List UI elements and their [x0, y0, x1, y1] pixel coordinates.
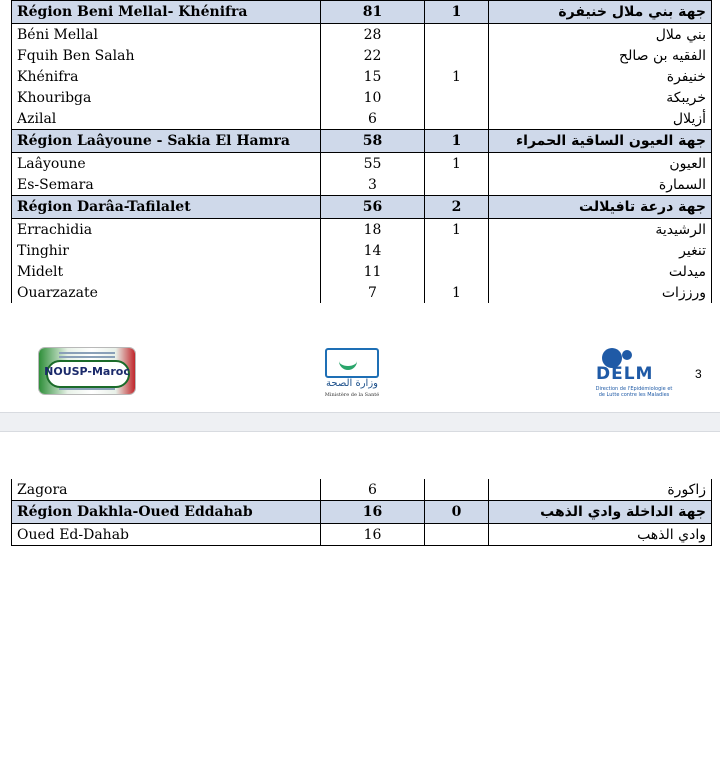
page-break	[0, 412, 720, 432]
name-fr-cell: Région Dakhla-Oued Eddahab	[12, 501, 321, 524]
name-ar-cell: العيون	[489, 153, 712, 175]
deaths-cell: 2	[425, 196, 489, 219]
name-ar-cell: جهة العيون الساقية الحمراء	[489, 130, 712, 153]
total-cases-cell: 55	[321, 153, 425, 175]
name-fr-cell: Midelt	[12, 261, 321, 282]
total-cases-cell: 22	[321, 45, 425, 66]
total-cases-cell: 6	[321, 108, 425, 130]
deaths-cell: 1	[425, 282, 489, 303]
total-cases-cell: 58	[321, 130, 425, 153]
deaths-cell: 1	[425, 153, 489, 175]
total-cases-cell: 16	[321, 524, 425, 546]
province-row	[12, 282, 712, 303]
province-row	[12, 174, 712, 196]
name-ar-cell: خريبكة	[489, 87, 712, 108]
province-row	[12, 153, 712, 175]
deaths-cell: 1	[425, 66, 489, 87]
region-row	[12, 1, 712, 24]
page-number: 3	[695, 367, 702, 381]
page-footer	[0, 342, 720, 414]
name-fr-cell: Es-Semara	[12, 174, 321, 196]
ministry-logo	[317, 348, 387, 404]
name-fr-cell: Khouribga	[12, 87, 321, 108]
total-cases-cell: 15	[321, 66, 425, 87]
deaths-cell	[425, 479, 489, 501]
delm-logo-subtitle: Direction de l'Epidémiologie et de Lutte contre les Maladies	[595, 386, 673, 398]
name-fr-cell: Région Laâyoune - Sakia El Hamra	[12, 130, 321, 153]
deaths-cell: 0	[425, 501, 489, 524]
deaths-cell	[425, 240, 489, 261]
name-ar-cell: تنغير	[489, 240, 712, 261]
name-fr-cell: Fquih Ben Salah	[12, 45, 321, 66]
nousp-logo	[39, 348, 135, 394]
name-ar-cell: خنيفرة	[489, 66, 712, 87]
name-fr-cell: Laâyoune	[12, 153, 321, 175]
name-ar-cell: ورززات	[489, 282, 712, 303]
deaths-cell	[425, 87, 489, 108]
ministry-logo-arabic: وزارة الصحة	[326, 378, 378, 389]
province-row	[12, 24, 712, 46]
deaths-cell: 1	[425, 130, 489, 153]
province-row	[12, 240, 712, 261]
nousp-logo-text: NOUSP-Maroc	[44, 365, 130, 378]
data-table-bottom	[11, 479, 711, 546]
name-fr-cell: Azilal	[12, 108, 321, 130]
total-cases-cell: 10	[321, 87, 425, 108]
delm-logo-text: DELM	[596, 364, 654, 384]
deaths-cell	[425, 24, 489, 46]
delm-logo	[592, 346, 676, 406]
province-row	[12, 261, 712, 282]
province-row	[12, 87, 712, 108]
total-cases-cell: 56	[321, 196, 425, 219]
deaths-cell	[425, 174, 489, 196]
total-cases-cell: 14	[321, 240, 425, 261]
province-row	[12, 108, 712, 130]
name-ar-cell: الفقيه بن صالح	[489, 45, 712, 66]
ministry-logo-french: Ministère de la Santé	[324, 392, 380, 398]
name-fr-cell: Région Darâa-Tafilalet	[12, 196, 321, 219]
name-fr-cell: Errachidia	[12, 219, 321, 241]
name-ar-cell: زاكورة	[489, 479, 712, 501]
name-ar-cell: وادي الذهب	[489, 524, 712, 546]
name-ar-cell: جهة درعة تافيلالت	[489, 196, 712, 219]
deaths-cell	[425, 108, 489, 130]
name-ar-cell: بني ملال	[489, 24, 712, 46]
name-ar-cell: أزيلال	[489, 108, 712, 130]
total-cases-cell: 6	[321, 479, 425, 501]
deaths-cell: 1	[425, 1, 489, 24]
province-row	[12, 219, 712, 241]
name-fr-cell: Région Beni Mellal- Khénifra	[12, 1, 321, 24]
name-fr-cell: Zagora	[12, 479, 321, 501]
name-ar-cell: جهة الداخلة وادي الذهب	[489, 501, 712, 524]
total-cases-cell: 3	[321, 174, 425, 196]
name-fr-cell: Ouarzazate	[12, 282, 321, 303]
data-table-top	[11, 0, 711, 303]
name-ar-cell: ميدلت	[489, 261, 712, 282]
total-cases-cell: 28	[321, 24, 425, 46]
name-ar-cell: جهة بني ملال خنيفرة	[489, 1, 712, 24]
province-row	[12, 479, 712, 501]
province-row	[12, 524, 712, 546]
total-cases-cell: 81	[321, 1, 425, 24]
total-cases-cell: 7	[321, 282, 425, 303]
name-fr-cell: Tinghir	[12, 240, 321, 261]
deaths-cell	[425, 45, 489, 66]
name-fr-cell: Oued Ed-Dahab	[12, 524, 321, 546]
total-cases-cell: 18	[321, 219, 425, 241]
province-row	[12, 45, 712, 66]
deaths-cell	[425, 261, 489, 282]
total-cases-cell: 11	[321, 261, 425, 282]
province-row	[12, 66, 712, 87]
region-row	[12, 501, 712, 524]
region-row	[12, 130, 712, 153]
name-fr-cell: Béni Mellal	[12, 24, 321, 46]
name-fr-cell: Khénifra	[12, 66, 321, 87]
deaths-cell: 1	[425, 219, 489, 241]
region-row	[12, 196, 712, 219]
name-ar-cell: الرشيدية	[489, 219, 712, 241]
total-cases-cell: 16	[321, 501, 425, 524]
name-ar-cell: السمارة	[489, 174, 712, 196]
deaths-cell	[425, 524, 489, 546]
